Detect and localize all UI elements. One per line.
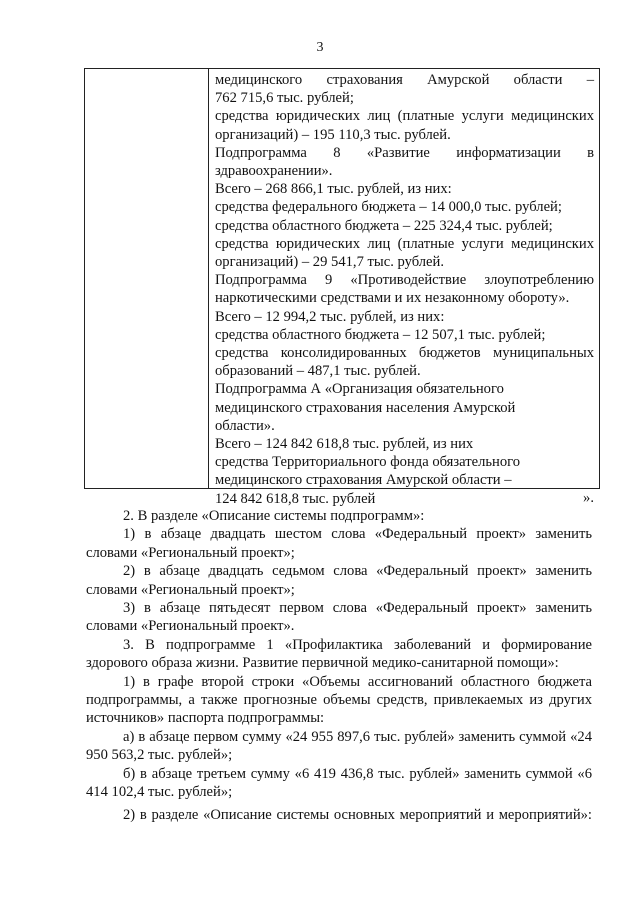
cell-line: средства юридических лиц (платные услуги медицинских организаций) – 195 110,3 тыс. рублей.: [215, 108, 594, 143]
cell-line: Всего – 12 994,2 тыс. рублей, из них:: [215, 308, 445, 325]
cell-line: медицинского страхования Амурской области –: [215, 72, 594, 88]
page-number: 3: [316, 40, 324, 55]
cell-line: области».: [215, 417, 275, 434]
cell-line: средства областного бюджета – 12 507,1 тыс. рублей;: [215, 326, 546, 343]
paragraph: 2) в разделе «Описание системы основных мероприятий и мероприятий»:: [123, 806, 592, 823]
column-divider: [208, 69, 209, 488]
amendment-table: [84, 68, 600, 507]
amendments-text: [86, 507, 592, 824]
cell-line: 762 715,6 тыс. рублей;: [215, 90, 354, 107]
paragraph: 3) в абзаце пятьдесят первом слова «Федеральный проект» заменить словами «Региональный проект».: [86, 600, 592, 635]
paragraph: 3. В подпрограмме 1 «Профилактика заболеваний и формирование здорового образа жизни. Развитие первичной медико-санитарной помощи»:: [86, 636, 592, 672]
cell-line: Подпрограмма 9 «Противодействие злоупотреблению наркотическими средствами и их незаконному обороту».: [215, 272, 594, 307]
paragraph: 2) в абзаце двадцать седьмом слова «Федеральный проект» заменить словами «Региональный проект»;: [86, 563, 592, 598]
cell-line: Подпрограмма 8 «Развитие информатизации в здравоохранении».: [215, 144, 594, 180]
paragraph: б) в абзаце третьем сумму «6 419 436,8 тыс. рублей» заменить суммой «6 414 102,4 тыс. рублей»;: [86, 765, 592, 801]
paragraph: 2. В разделе «Описание системы подпрограмм»:: [123, 508, 425, 524]
cell-line: средства консолидированных бюджетов муниципальных образований – 487,1 тыс. рублей.: [215, 345, 594, 380]
cell-line: медицинского страхования населения Амурской: [215, 399, 516, 416]
paragraph: 1) в графе второй строки «Объемы ассигнований областного бюджета подпрограммы, а также прогнозные объемы средств, привлекаемых из других источников» паспорта подпрограммы:: [86, 673, 592, 727]
cell-line: Всего – 124 842 618,8 тыс. рублей, из них: [215, 436, 474, 453]
closing-quote: ».: [583, 490, 594, 506]
cell-line: 124 842 618,8 тыс. рублей: [215, 490, 376, 507]
funding-cell: [215, 71, 594, 508]
cell-line: средства федерального бюджета – 14 000,0 тыс. рублей;: [215, 199, 562, 216]
cell-line: Всего – 268 866,1 тыс. рублей, из них:: [215, 181, 452, 198]
paragraph: а) в абзаце первом сумму «24 955 897,6 тыс. рублей» заменить суммой «24 950 563,2 тыс. рублей»;: [86, 728, 592, 764]
cell-line: средства областного бюджета – 225 324,4 тыс. рублей;: [215, 217, 553, 234]
cell-line: Подпрограмма А «Организация обязательного: [215, 381, 504, 398]
cell-line: средства юридических лиц (платные услуги медицинских организаций) – 29 541,7 тыс. рублей.: [215, 235, 594, 271]
cell-line: средства Территориального фонда обязательного: [215, 454, 521, 471]
paragraph: 1) в абзаце двадцать шестом слова «Федеральный проект» заменить словами «Региональный проект»;: [86, 526, 592, 561]
cell-line: медицинского страхования Амурской области –: [215, 472, 512, 489]
